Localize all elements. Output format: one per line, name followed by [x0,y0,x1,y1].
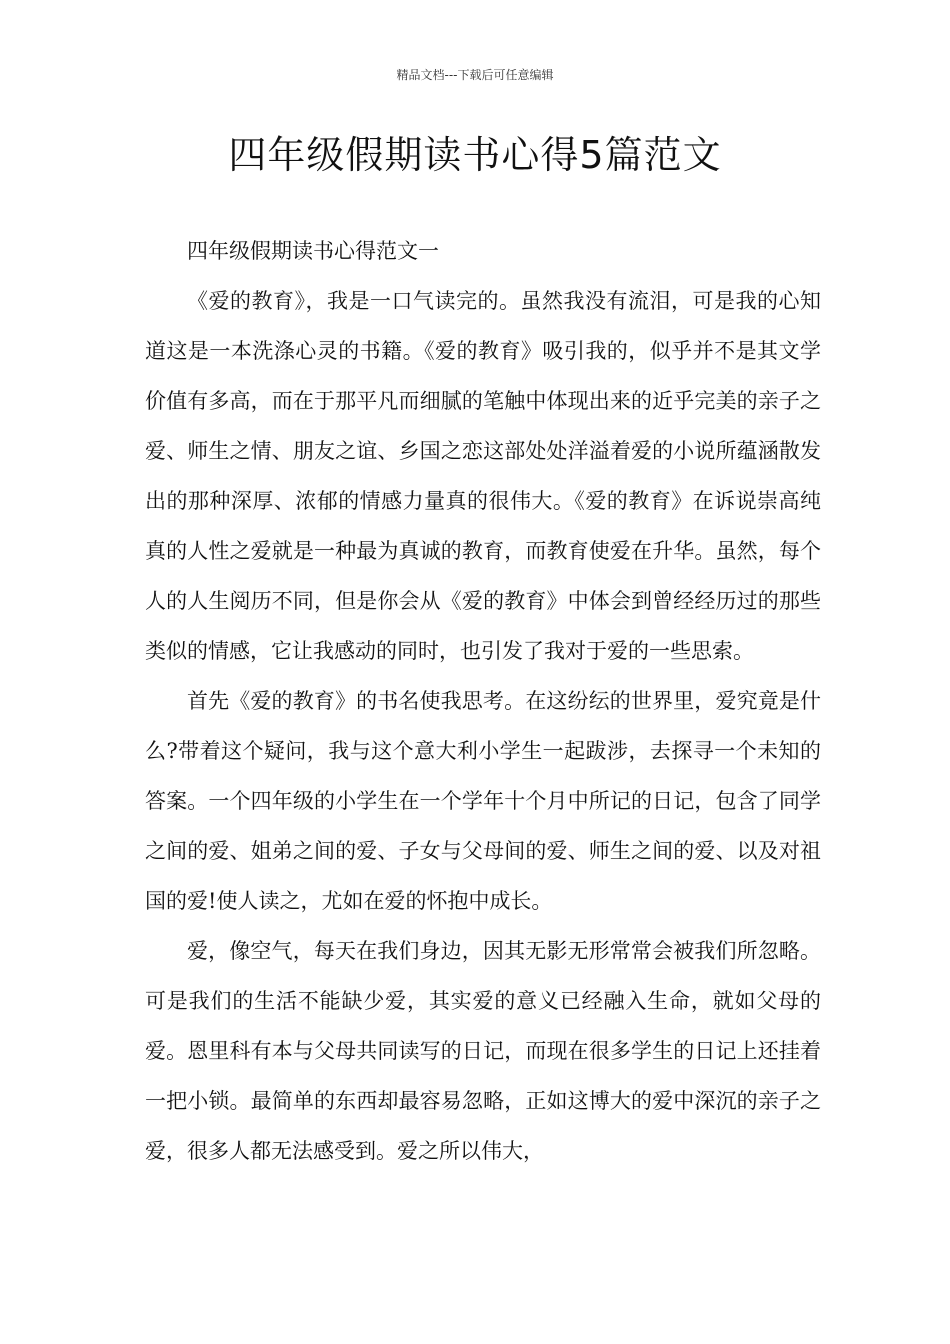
paragraph: 首先《爱的教育》的书名使我思考。在这纷纭的世界里，爱究竟是什么?带着这个疑问，我与这个意大利小学生一起跋涉，去探寻一个未知的答案。一个四年级的小学生在一个学年十个月中所记的日记，包含了同学之间的爱、姐弟之间的爱、子女与父母间的爱、师生之间的爱、以及对祖国的爱!使人读之，尤如在爱的怀抱中成长。 [145,689,821,913]
document-body [145,226,821,1176]
paragraph: 爱，像空气，每天在我们身边，因其无影无形常常会被我们所忽略。可是我们的生活不能缺少爱，其实爱的意义已经融入生命，就如父母的爱。恩里科有本与父母共同读写的日记，而现在很多学生的日记上还挂着一把小锁。最简单的东西却最容易忽略，正如这博大的爱中深沉的亲子之爱，很多人都无法感受到。爱之所以伟大， [145,939,821,1163]
document-title: 四年级假期读书心得5篇范文 [228,133,722,177]
section-heading: 四年级假期读书心得范文一 [187,239,439,263]
header-note: 精品文档---下载后可任意编辑 [396,68,554,82]
paragraph: 《爱的教育》，我是一口气读完的。虽然我没有流泪，可是我的心知道这是一本洗涤心灵的书籍。《爱的教育》吸引我的，似乎并不是其文学价值有多高，而在于那平凡而细腻的笔触中体现出来的近乎完美的亲子之爱、师生之情、朋友之谊、乡国之恋这部处处洋溢着爱的小说所蕴涵散发出的那种深厚、浓郁的情感力量真的很伟大。《爱的教育》在诉说崇高纯真的人性之爱就是一种最为真诚的教育，而教育使爱在升华。虽然，每个人的人生阅历不同，但是你会从《爱的教育》中体会到曾经经历过的那些类似的情感，它让我感动的同时，也引发了我对于爱的一些思索。 [145,289,821,663]
